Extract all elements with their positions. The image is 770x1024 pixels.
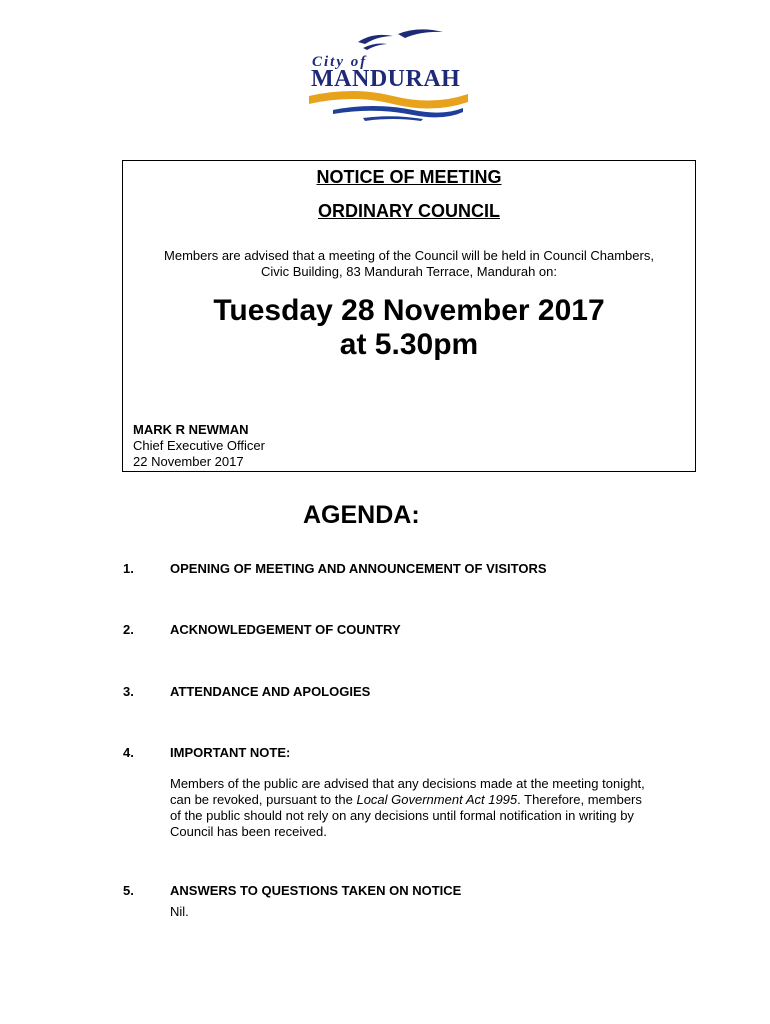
meeting-notice-box [122, 160, 696, 472]
notice-intro [123, 248, 695, 280]
agenda-item-number: 4. [123, 745, 134, 760]
meeting-time: at 5.30pm [339, 328, 479, 361]
note-line-1: Members of the public are advised that any decisions made at the meeting tonight, [170, 776, 645, 791]
agenda-item-heading: ACKNOWLEDGEMENT OF COUNTRY [170, 622, 401, 637]
act-reference: Local Government Act 1995 [356, 792, 518, 807]
note-line-3: of the public should not rely on any decisions until formal notification in writing by [170, 808, 634, 823]
logo-city-text: City of [312, 54, 368, 70]
signature-block [133, 422, 265, 470]
agenda-item-heading: IMPORTANT NOTE: [170, 745, 291, 760]
agenda-item-heading: OPENING OF MEETING AND ANNOUNCEMENT OF VISITORS [170, 561, 547, 576]
meeting-date-time [123, 294, 695, 362]
city-of-mandurah-logo [303, 24, 473, 124]
agenda-item-number: 2. [123, 622, 134, 637]
agenda-item-heading: ATTENDANCE AND APOLOGIES [170, 684, 371, 699]
signatory-title: Chief Executive Officer [133, 438, 265, 453]
notice-subtitle: ORDINARY COUNCIL [317, 201, 500, 221]
notice-intro-line-2: Civic Building, 83 Mandurah Terrace, Mandurah on: [260, 264, 558, 279]
agenda-item-number: 1. [123, 561, 134, 576]
agenda-title: AGENDA: [303, 501, 420, 529]
note-line-2-pre: can be revoked, pursuant to the [170, 792, 357, 807]
agenda-item-heading: ANSWERS TO QUESTIONS TAKEN ON NOTICE [170, 883, 462, 898]
important-note-body [170, 776, 700, 840]
note-line-2 [170, 792, 700, 808]
meeting-date: Tuesday 28 November 2017 [213, 294, 605, 327]
signatory-name: MARK R NEWMAN [133, 422, 249, 437]
agenda-item-number: 5. [123, 883, 134, 898]
agenda-item-number: 3. [123, 684, 134, 699]
note-line-4: Council has been received. [170, 824, 327, 839]
agenda-item-body: Nil. [170, 904, 189, 919]
notice-intro-line-1: Members are advised that a meeting of the Council will be held in Council Chambers, [164, 248, 654, 263]
signed-date: 22 November 2017 [133, 454, 244, 469]
notice-title: NOTICE OF MEETING [316, 167, 502, 187]
note-line-2-post: . Therefore, members [517, 792, 642, 807]
logo-name-text: MANDURAH [311, 66, 461, 92]
